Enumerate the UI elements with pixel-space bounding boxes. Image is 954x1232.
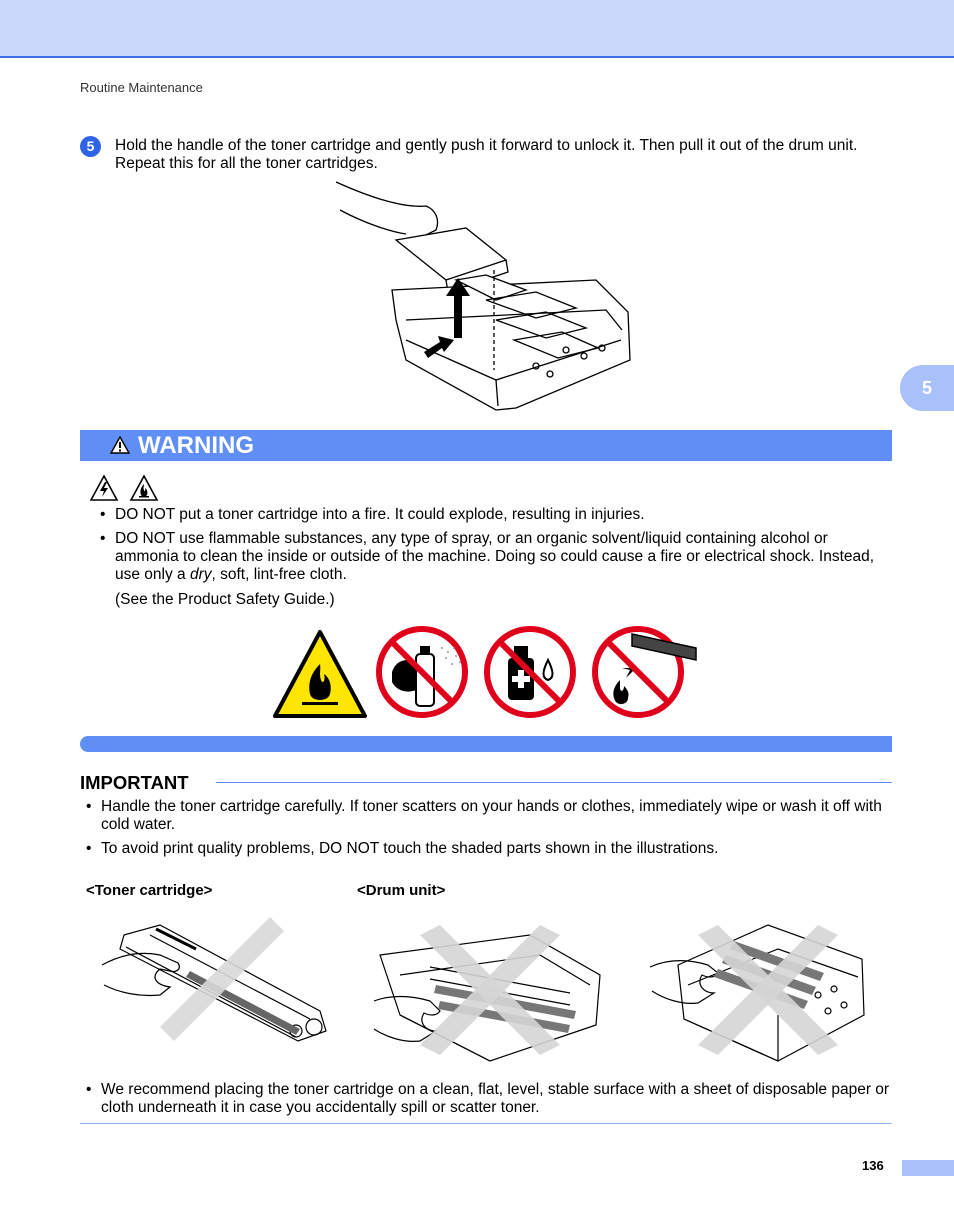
electric-shock-icon — [91, 476, 117, 500]
drum-unit-illustration-right — [648, 915, 874, 1065]
header-band — [0, 0, 954, 58]
footer-rule — [80, 1123, 892, 1124]
section-title: Routine Maintenance — [80, 80, 203, 95]
important-title: IMPORTANT — [80, 772, 189, 793]
important-bullet-handle: • Handle the toner cartridge carefully. If toner scatters on your hands or clothes, immediately wipe or wash it off with cold water. — [86, 798, 882, 833]
fire-warning-icon — [275, 632, 365, 716]
safety-icons-row — [272, 624, 702, 720]
toner-removal-illustration — [336, 180, 636, 412]
hazard-icon-group — [90, 474, 160, 502]
caption-toner-cartridge: <Toner cartridge> — [86, 882, 213, 899]
page-number: 136 — [862, 1158, 884, 1173]
page-tab — [902, 1160, 954, 1176]
toner-cartridge-illustration — [100, 915, 332, 1047]
no-spray-icon — [379, 629, 465, 715]
caption-drum-unit: <Drum unit> — [357, 882, 446, 899]
important-bullet-shaded: • To avoid print quality problems, DO NOT touch the shaded parts shown in the illustrations. — [86, 840, 719, 857]
warning-note: (See the Product Safety Guide.) — [115, 591, 335, 608]
no-solvent-icon — [487, 629, 573, 715]
warning-bullet-fire: • DO NOT put a toner cartridge into a fire. It could explode, resulting in injuries. — [100, 506, 645, 523]
chapter-tab[interactable]: 5 — [900, 365, 954, 411]
important-rule — [216, 782, 892, 783]
warning-end-bar — [80, 736, 892, 752]
warning-bullet-flammable: • DO NOT use flammable substances, any type of spray, or an organic solvent/liquid containing alcohol or ammonia to clean the inside or outside of the machine. Doing so could cause a fire or electrical shock. Instead, use only a dry, soft, lint-free cloth. — [100, 530, 875, 583]
no-fire-icon — [595, 629, 696, 715]
fire-hazard-icon — [131, 476, 157, 500]
step-number-badge: 5 — [80, 136, 101, 157]
step-instruction: Hold the handle of the toner cartridge and gently push it forward to unlock it. Then pull it out of the drum unit. Repeat this for all the toner cartridges. — [115, 137, 858, 172]
warning-triangle-icon — [110, 436, 130, 454]
warning-title: WARNING — [138, 432, 254, 459]
warning-banner — [80, 430, 892, 461]
drum-unit-illustration-left — [370, 915, 606, 1065]
important-bullet-placement: • We recommend placing the toner cartridge on a clean, flat, level, stable surface with a sheet of disposable paper or cloth underneath it in case you accidentally spill or scatter toner. — [86, 1081, 890, 1116]
